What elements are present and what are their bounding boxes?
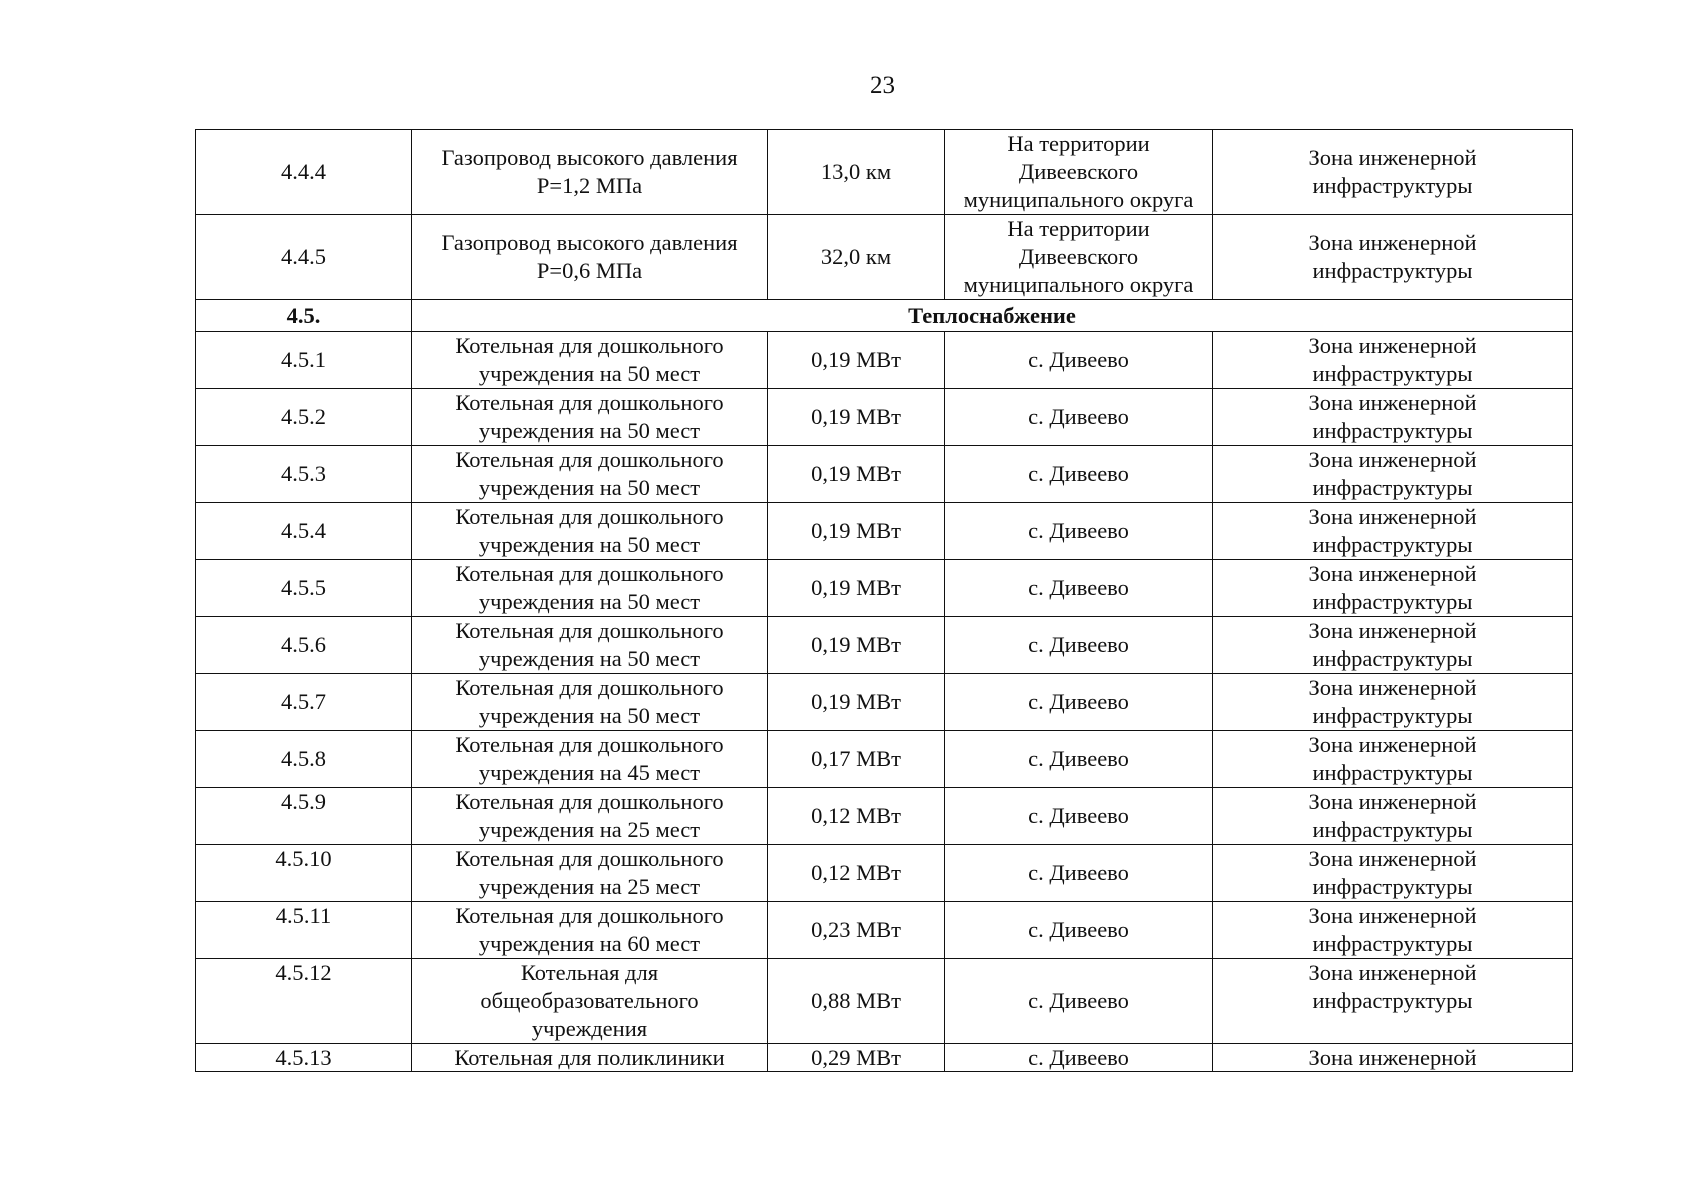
table-row	[196, 617, 1573, 674]
item-name: Котельная для дошкольного учреждения на 25 мест	[412, 845, 768, 902]
table-row	[196, 446, 1573, 503]
table-row	[196, 674, 1573, 731]
item-number: 4.4.4	[196, 130, 412, 215]
page-number: 23	[870, 72, 895, 99]
item-location: с. Дивеево	[945, 902, 1213, 959]
item-name: Котельная для дошкольного учреждения на 50 мест	[412, 503, 768, 560]
item-location: с. Дивеево	[945, 674, 1213, 731]
item-capacity: 0,17 МВт	[768, 731, 945, 788]
item-number: 4.5.13	[196, 1044, 412, 1072]
item-number: 4.5.9	[196, 788, 412, 845]
item-number: 4.5.1	[196, 332, 412, 389]
item-location: с. Дивеево	[945, 503, 1213, 560]
item-name: Газопровод высокого давления Р=1,2 МПа	[412, 130, 768, 215]
table-row	[196, 560, 1573, 617]
item-zone: Зона инженерной инфраструктуры	[1213, 617, 1573, 674]
item-name: Котельная для дошкольного учреждения на 50 мест	[412, 674, 768, 731]
item-location: с. Дивеево	[945, 332, 1213, 389]
section-number: 4.5.	[196, 300, 412, 332]
item-zone: Зона инженерной инфраструктуры	[1213, 902, 1573, 959]
item-location: с. Дивеево	[945, 617, 1213, 674]
item-name: Котельная для дошкольного учреждения на 45 мест	[412, 731, 768, 788]
item-zone: Зона инженерной инфраструктуры	[1213, 788, 1573, 845]
item-number: 4.5.2	[196, 389, 412, 446]
table-row	[196, 332, 1573, 389]
item-capacity: 0,19 МВт	[768, 503, 945, 560]
item-capacity: 0,19 МВт	[768, 617, 945, 674]
item-name: Котельная для дошкольного учреждения на 60 мест	[412, 902, 768, 959]
item-capacity: 0,19 МВт	[768, 674, 945, 731]
table-row	[196, 389, 1573, 446]
item-capacity: 0,19 МВт	[768, 560, 945, 617]
item-location: с. Дивеево	[945, 731, 1213, 788]
item-location: с. Дивеево	[945, 959, 1213, 1044]
item-name: Котельная для дошкольного учреждения на 50 мест	[412, 560, 768, 617]
item-location: с. Дивеево	[945, 788, 1213, 845]
item-zone: Зона инженерной инфраструктуры	[1213, 959, 1573, 1044]
table-row	[196, 130, 1573, 215]
item-zone: Зона инженерной инфраструктуры	[1213, 389, 1573, 446]
item-zone: Зона инженерной инфраструктуры	[1213, 332, 1573, 389]
item-name: Котельная для поликлиники	[412, 1044, 768, 1072]
item-location: с. Дивеево	[945, 446, 1213, 503]
item-number: 4.5.12	[196, 959, 412, 1044]
item-number: 4.5.3	[196, 446, 412, 503]
table-row	[196, 731, 1573, 788]
item-zone: Зона инженерной инфраструктуры	[1213, 446, 1573, 503]
item-number: 4.5.7	[196, 674, 412, 731]
section-header-row	[196, 300, 1573, 332]
item-zone: Зона инженерной инфраструктуры	[1213, 215, 1573, 300]
item-number: 4.5.11	[196, 902, 412, 959]
item-zone: Зона инженерной инфраструктуры	[1213, 130, 1573, 215]
table-row	[196, 959, 1573, 1044]
table-row	[196, 788, 1573, 845]
item-location: с. Дивеево	[945, 560, 1213, 617]
item-location: с. Дивеево	[945, 845, 1213, 902]
table-row	[196, 1044, 1573, 1072]
item-location: с. Дивеево	[945, 389, 1213, 446]
item-capacity: 32,0 км	[768, 215, 945, 300]
item-zone: Зона инженерной инфраструктуры	[1213, 674, 1573, 731]
item-location: На территории Дивеевского муниципального округа	[945, 215, 1213, 300]
item-capacity: 13,0 км	[768, 130, 945, 215]
item-capacity: 0,88 МВт	[768, 959, 945, 1044]
item-name: Котельная для общеобразовательного учреждения	[412, 959, 768, 1044]
item-number: 4.4.5	[196, 215, 412, 300]
item-zone: Зона инженерной инфраструктуры	[1213, 731, 1573, 788]
item-zone: Зона инженерной инфраструктуры	[1213, 560, 1573, 617]
table-row	[196, 845, 1573, 902]
infrastructure-table	[195, 129, 1573, 1072]
item-location: с. Дивеево	[945, 1044, 1213, 1072]
item-capacity: 0,23 МВт	[768, 902, 945, 959]
item-capacity: 0,12 МВт	[768, 845, 945, 902]
item-location: На территории Дивеевского муниципального округа	[945, 130, 1213, 215]
item-number: 4.5.5	[196, 560, 412, 617]
item-capacity: 0,29 МВт	[768, 1044, 945, 1072]
item-name: Котельная для дошкольного учреждения на 50 мест	[412, 389, 768, 446]
item-capacity: 0,19 МВт	[768, 446, 945, 503]
item-name: Котельная для дошкольного учреждения на 50 мест	[412, 332, 768, 389]
item-zone: Зона инженерной	[1213, 1044, 1573, 1072]
item-number: 4.5.10	[196, 845, 412, 902]
item-number: 4.5.4	[196, 503, 412, 560]
table-row	[196, 503, 1573, 560]
item-name: Котельная для дошкольного учреждения на 25 мест	[412, 788, 768, 845]
item-capacity: 0,12 МВт	[768, 788, 945, 845]
item-capacity: 0,19 МВт	[768, 332, 945, 389]
item-name: Котельная для дошкольного учреждения на 50 мест	[412, 446, 768, 503]
item-zone: Зона инженерной инфраструктуры	[1213, 845, 1573, 902]
table-row	[196, 902, 1573, 959]
section-title: Теплоснабжение	[412, 300, 1573, 332]
item-number: 4.5.6	[196, 617, 412, 674]
item-number: 4.5.8	[196, 731, 412, 788]
item-name: Газопровод высокого давления Р=0,6 МПа	[412, 215, 768, 300]
item-capacity: 0,19 МВт	[768, 389, 945, 446]
table-row	[196, 215, 1573, 300]
item-name: Котельная для дошкольного учреждения на 50 мест	[412, 617, 768, 674]
item-zone: Зона инженерной инфраструктуры	[1213, 503, 1573, 560]
